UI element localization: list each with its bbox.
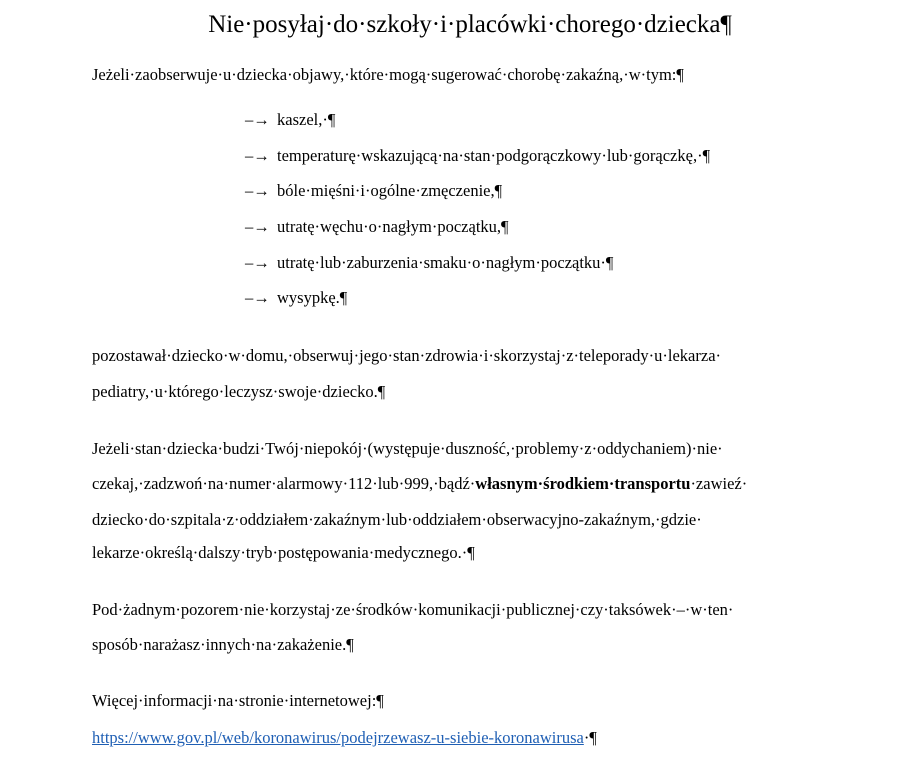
- list-item-text: kaszel,·¶: [277, 110, 336, 129]
- gov-info-link[interactable]: https://www.gov.pl/web/koronawirus/podejrzewasz-u-siebie-koronawirusa: [92, 728, 584, 747]
- list-item: [245, 109, 335, 131]
- list-marker: –→: [245, 217, 270, 236]
- list-item-text: bóle·mięśni·i·ogólne·zmęczenie,¶: [277, 181, 503, 200]
- list-item-text: utratę·węchu·o·nagłym·początku,¶: [277, 217, 509, 236]
- list-marker: –→: [245, 146, 270, 165]
- more-info-label: Więcej·informacji·na·stronie·internetowej:¶: [92, 691, 384, 710]
- paragraph-line: Jeżeli·stan·dziecka·budzi·Twój·niepokój·(występuje·duszność,·problemy·z·oddychaniem)·nie·: [92, 439, 723, 458]
- list-item: [245, 287, 347, 309]
- list-item-text: utratę·lub·zaburzenia·smaku·o·nagłym·początku·¶: [277, 253, 614, 272]
- list-marker: –→: [245, 288, 270, 307]
- list-item: [245, 216, 509, 238]
- paragraph-line: sposób·narażasz·innych·na·zakażenie.¶: [92, 635, 354, 654]
- document-title: Nie·posyłaj·do·szkoły·i·placówki·chorego·dziecka¶: [208, 11, 732, 38]
- emergency-text-end: ·zawieź·: [690, 474, 748, 493]
- paragraph-line: Pod·żadnym·pozorem·nie·korzystaj·ze·środków·komunikacji·publicznej·czy·taksówek·–·w·ten·: [92, 600, 734, 619]
- paragraph-line: dziecko·do·szpitala·z·oddziałem·zakaźnym·lub·oddziałem·obserwacyjno-zakaźnym,·gdzie·: [92, 510, 702, 529]
- list-item: [245, 252, 613, 274]
- list-marker: –→: [245, 181, 270, 200]
- paragraph-line: [92, 473, 844, 495]
- paragraph-line: pediatry,·u·którego·leczysz·swoje·dziecko.¶: [92, 382, 386, 401]
- emergency-text: czekaj,·zadzwoń·na·numer·alarmowy·112·lub·999,·bądź·: [92, 474, 476, 493]
- paragraph-line: pozostawał·dziecko·w·domu,·obserwuj·jego·stan·zdrowia·i·skorzystaj·z·teleporady·u·lekarza·: [92, 346, 722, 365]
- info-link-line: [92, 727, 597, 749]
- intro-text: Jeżeli·zaobserwuje·u·dziecka·objawy,·które·mogą·sugerować·chorobę·zakaźną,·w·tym:¶: [92, 65, 684, 84]
- list-item-text: temperaturę·wskazującą·na·stan·podgorączkowy·lub·gorączkę,·¶: [277, 146, 711, 165]
- list-item-text: wysypkę.¶: [277, 288, 348, 307]
- list-item: [245, 145, 710, 167]
- paragraph-line: lekarze·określą·dalszy·tryb·postępowania·medycznego.·¶: [92, 543, 475, 562]
- link-suffix: ·¶: [583, 728, 597, 747]
- list-marker: –→: [245, 253, 270, 272]
- list-marker: –→: [245, 110, 270, 129]
- list-item: [245, 180, 502, 202]
- own-transport-emphasis: własnym·środkiem·transportu: [475, 474, 691, 493]
